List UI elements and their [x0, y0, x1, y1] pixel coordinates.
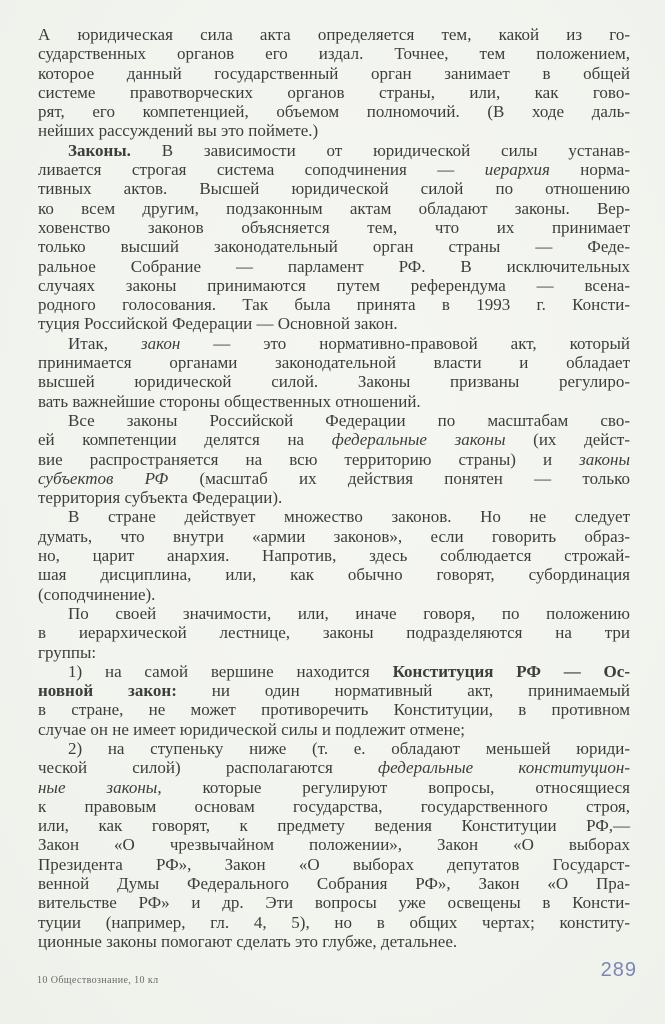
paragraph — [38, 739, 630, 951]
text-segment: но, царит анархия. Напротив, здесь соблюдается строжай- — [38, 546, 630, 566]
text-segment: — это нормативно-правовой акт, который — [180, 333, 630, 353]
text-segment: (соподчинение). — [38, 584, 156, 604]
text-line — [38, 527, 630, 546]
text-segment: ховенство законов объясняется тем, что их принимает — [38, 217, 630, 237]
text-line — [38, 44, 630, 63]
text-line — [38, 739, 630, 758]
text-line — [38, 874, 630, 893]
text-line — [38, 623, 630, 642]
paragraph — [38, 141, 630, 334]
text-line — [38, 565, 630, 584]
text-segment: 1) на самой вершине находится — [68, 661, 393, 681]
text-segment: Все законы Российской Федерации по масштабам сво- — [68, 410, 630, 430]
text-line — [38, 720, 630, 739]
text-segment: туции (например, гл. 4, 5), но в общих чертах; конститу- — [38, 912, 630, 932]
text-segment: Законы. — [68, 140, 131, 160]
text-segment: группы: — [38, 642, 97, 662]
text-segment: Президента РФ», Закон «О выборах депутатов Государст- — [38, 854, 630, 874]
text-segment: Конституция РФ — Ос- — [392, 661, 630, 681]
text-line — [38, 334, 630, 353]
text-segment: сударственных органов его издал. Точнее, тем положением, — [38, 44, 630, 64]
text-segment: которое данный государственный орган занимает в общей — [38, 63, 630, 83]
text-segment: высшей юридической силой. Законы призваны регулиро- — [38, 372, 630, 392]
text-segment: В зависимости от юридической силы устанав- — [130, 140, 630, 160]
text-segment: ральное Собрание — парламент РФ. В исключительных — [38, 256, 630, 276]
text-segment: Итак, — [68, 333, 141, 353]
text-line — [38, 778, 630, 797]
text-segment: ни один нормативный акт, принимаемый — [176, 681, 630, 701]
text-segment: Закон «О чрезвычайном положении», Закон «О выборах — [38, 835, 630, 855]
paragraph — [38, 334, 630, 411]
text-segment: А юридическая сила акта определяется тем, какой из го- — [38, 25, 630, 44]
text-segment: ные законы — [38, 777, 158, 797]
text-segment: системе правотворческих органов страны, или, как гово- — [38, 82, 630, 102]
text-segment: В стране действует множество законов. Но не следует — [68, 507, 630, 527]
text-line — [38, 430, 630, 449]
text-line — [38, 102, 630, 121]
text-line — [38, 913, 630, 932]
text-line — [38, 314, 630, 333]
text-line — [38, 932, 630, 951]
text-segment: вие распространяется на всю территорию страны) и — [38, 449, 580, 469]
text-line — [38, 353, 630, 372]
text-line — [38, 893, 630, 912]
print-signature: 10 Обществознание, 10 кл — [37, 975, 159, 986]
text-segment: нейших рассуждений вы это поймете.) — [38, 121, 319, 141]
text-line — [38, 469, 630, 488]
text-segment: к правовым основам государства, государственного строя, — [38, 796, 630, 816]
text-line — [38, 643, 630, 662]
text-segment: рят, его компетенцией, объемом полномочий. (В ходе даль- — [38, 102, 630, 122]
text-segment: 2) на ступеньку ниже (т. е. обладают меньшей юриди- — [68, 738, 630, 758]
text-segment: норма- — [549, 160, 630, 180]
text-line — [38, 546, 630, 565]
text-line — [38, 179, 630, 198]
text-segment: вительстве РФ» и др. Эти вопросы уже освещены в Консти- — [38, 893, 630, 913]
text-segment: принимается органами законодательной власти и обладает — [38, 353, 630, 373]
text-line — [38, 25, 630, 44]
text-segment: вать важнейшие стороны общественных отношений. — [38, 391, 421, 411]
text-line — [38, 855, 630, 874]
text-segment: в стране, не может противоречить Конституции, в противном — [38, 700, 630, 720]
text-line — [38, 488, 630, 507]
text-line — [38, 237, 630, 256]
text-segment: , которые регулируют вопросы, относящиеся — [157, 777, 630, 797]
text-segment: закон — [140, 333, 181, 353]
text-line — [38, 64, 630, 83]
text-segment: туция Российской Федерации — Основной закон. — [38, 314, 398, 334]
page-text — [38, 25, 630, 951]
text-line — [38, 816, 630, 835]
text-line — [38, 257, 630, 276]
text-segment: ей компетенции делятся на — [38, 430, 332, 450]
text-segment: новной закон: — [38, 681, 177, 701]
paragraph — [38, 604, 630, 662]
text-line — [38, 141, 630, 160]
paragraph — [38, 507, 630, 603]
text-line — [38, 700, 630, 719]
text-segment: ческой силой) располагаются — [38, 758, 379, 778]
text-line — [38, 681, 630, 700]
text-line — [38, 218, 630, 237]
paragraph — [38, 662, 630, 739]
text-line — [38, 160, 630, 179]
text-line — [38, 585, 630, 604]
text-segment: шая дисциплина, или, как обычно говорят, субординация — [38, 565, 630, 585]
text-segment: ливается строгая система соподчинения — — [38, 160, 485, 180]
text-line — [38, 411, 630, 430]
text-segment: территория субъекта Федерации). — [38, 488, 283, 508]
text-segment: тивных актов. Высшей юридической силой по отношению — [38, 179, 630, 199]
text-line — [38, 372, 630, 391]
text-segment: федеральные конституцион- — [378, 758, 630, 778]
text-line — [38, 758, 630, 777]
text-line — [38, 276, 630, 295]
text-line — [38, 507, 630, 526]
text-segment: законы — [579, 449, 630, 469]
text-segment: случаях законы принимаются путем референдума — всена- — [38, 275, 630, 295]
text-segment: родного голосования. Так была принята в 1993 г. Консти- — [38, 295, 630, 315]
text-line — [38, 835, 630, 854]
text-segment: ционные законы помогают сделать это глубже, детальнее. — [38, 931, 458, 951]
text-segment: в иерархической лестнице, законы подразделяются на три — [38, 623, 630, 643]
text-segment: федеральные законы — [331, 430, 506, 450]
text-line — [38, 199, 630, 218]
text-line — [38, 797, 630, 816]
text-segment: (масштаб их действия понятен — только — [168, 468, 630, 488]
text-segment: ко всем другим, подзаконным актам обладают законы. Вер- — [38, 198, 630, 218]
text-segment: (их дейст- — [505, 430, 631, 450]
paragraph — [38, 411, 630, 507]
text-segment: или, как говорят, к предмету ведения Конституции РФ,— — [38, 816, 630, 836]
text-line — [38, 392, 630, 411]
text-segment: думать, что внутри «армии законов», если говорить образ- — [38, 526, 630, 546]
text-line — [38, 450, 630, 469]
text-segment: По своей значимости, или, иначе говоря, по положению — [68, 603, 630, 623]
text-segment: венной Думы Федерального Собрания РФ», Закон «О Пра- — [38, 874, 630, 894]
text-segment: иерархия — [484, 160, 550, 180]
text-segment: только высший законодательный орган страны — Феде- — [38, 237, 630, 257]
text-segment: субъектов РФ — [38, 468, 169, 488]
text-segment: случае он не имеет юридической силы и подлежит отмене; — [38, 719, 465, 739]
page-number: 289 — [600, 959, 637, 981]
text-line — [38, 662, 630, 681]
text-line — [38, 295, 630, 314]
text-line — [38, 121, 630, 140]
text-line — [38, 83, 630, 102]
text-line — [38, 604, 630, 623]
paragraph — [38, 25, 630, 141]
